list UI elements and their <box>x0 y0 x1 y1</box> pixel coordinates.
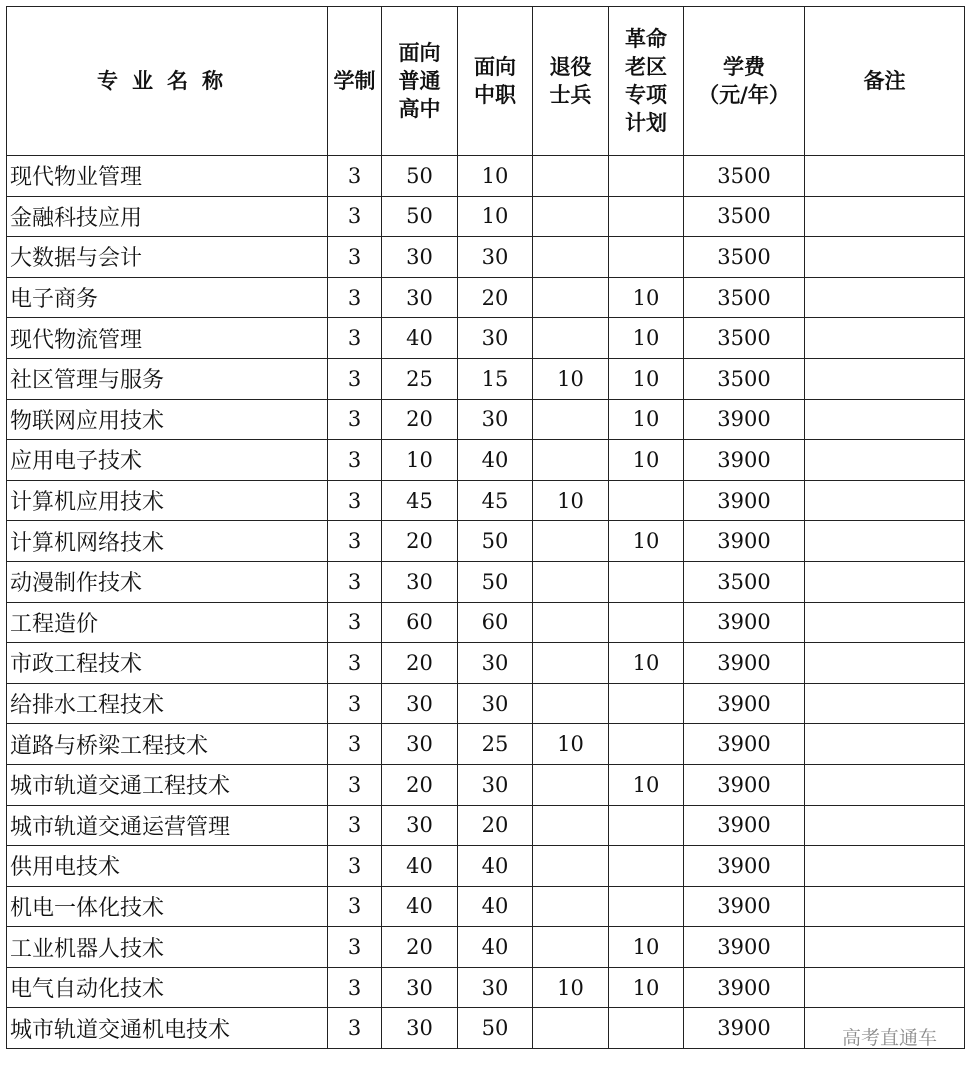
table-row <box>7 967 965 1008</box>
cell-revolutionary-area <box>609 805 684 846</box>
cell-duration: 3 <box>328 643 382 684</box>
header-general-highschool-line3: 高中 <box>398 97 441 121</box>
header-revolutionary-line2: 老区 <box>625 55 667 79</box>
cell-major-name: 计算机网络技术 <box>7 521 328 562</box>
header-revolutionary-line4: 计划 <box>625 111 667 135</box>
cell-vocational: 30 <box>458 399 533 440</box>
cell-vocational: 40 <box>458 440 533 481</box>
cell-tuition: 3900 <box>684 602 805 643</box>
cell-remarks <box>805 602 965 643</box>
table-row <box>7 156 965 197</box>
cell-major-name: 工业机器人技术 <box>7 927 328 968</box>
cell-tuition: 3900 <box>684 683 805 724</box>
cell-general-highschool: 60 <box>382 602 458 643</box>
cell-revolutionary-area <box>609 846 684 887</box>
cell-revolutionary-area: 10 <box>609 521 684 562</box>
cell-major-name: 城市轨道交通运营管理 <box>7 805 328 846</box>
cell-major-name: 道路与桥梁工程技术 <box>7 724 328 765</box>
cell-vocational: 30 <box>458 683 533 724</box>
table-body <box>7 156 965 1049</box>
cell-major-name: 城市轨道交通机电技术 <box>7 1008 328 1049</box>
cell-revolutionary-area <box>609 683 684 724</box>
cell-veterans: 10 <box>533 724 609 765</box>
cell-revolutionary-area <box>609 1008 684 1049</box>
table-row <box>7 683 965 724</box>
header-row <box>7 7 965 156</box>
cell-tuition: 3900 <box>684 399 805 440</box>
cell-general-highschool: 20 <box>382 643 458 684</box>
cell-veterans <box>533 156 609 197</box>
cell-general-highschool: 30 <box>382 724 458 765</box>
header-major-name: 专业名称 <box>7 7 328 156</box>
cell-revolutionary-area <box>609 196 684 237</box>
header-general-highschool-line1: 面向 <box>398 41 441 65</box>
cell-general-highschool: 30 <box>382 1008 458 1049</box>
cell-duration: 3 <box>328 561 382 602</box>
cell-revolutionary-area: 10 <box>609 643 684 684</box>
cell-revolutionary-area <box>609 724 684 765</box>
cell-remarks <box>805 643 965 684</box>
cell-revolutionary-area: 10 <box>609 967 684 1008</box>
cell-vocational: 30 <box>458 764 533 805</box>
cell-general-highschool: 40 <box>382 886 458 927</box>
table-row <box>7 1008 965 1049</box>
cell-tuition: 3500 <box>684 358 805 399</box>
cell-revolutionary-area <box>609 886 684 927</box>
cell-major-name: 机电一体化技术 <box>7 886 328 927</box>
cell-duration: 3 <box>328 805 382 846</box>
header-vocational <box>458 7 533 156</box>
cell-remarks <box>805 480 965 521</box>
cell-veterans <box>533 521 609 562</box>
header-tuition-line2: （元/年） <box>698 83 790 107</box>
cell-major-name: 计算机应用技术 <box>7 480 328 521</box>
cell-vocational: 15 <box>458 358 533 399</box>
header-vocational-line1: 面向 <box>474 55 516 79</box>
cell-vocational: 30 <box>458 237 533 278</box>
cell-veterans <box>533 927 609 968</box>
cell-veterans <box>533 318 609 359</box>
cell-duration: 3 <box>328 196 382 237</box>
cell-tuition: 3500 <box>684 156 805 197</box>
cell-remarks <box>805 967 965 1008</box>
cell-revolutionary-area <box>609 561 684 602</box>
cell-general-highschool: 30 <box>382 237 458 278</box>
cell-tuition: 3500 <box>684 237 805 278</box>
cell-veterans <box>533 846 609 887</box>
cell-major-name: 物联网应用技术 <box>7 399 328 440</box>
cell-tuition: 3900 <box>684 886 805 927</box>
cell-tuition: 3500 <box>684 196 805 237</box>
cell-remarks <box>805 805 965 846</box>
cell-vocational: 30 <box>458 967 533 1008</box>
cell-duration: 3 <box>328 724 382 765</box>
cell-general-highschool: 50 <box>382 156 458 197</box>
cell-revolutionary-area: 10 <box>609 318 684 359</box>
cell-remarks <box>805 521 965 562</box>
cell-remarks <box>805 724 965 765</box>
cell-duration: 3 <box>328 764 382 805</box>
header-tuition-line1: 学费 <box>723 55 765 79</box>
cell-vocational: 30 <box>458 318 533 359</box>
cell-major-name: 供用电技术 <box>7 846 328 887</box>
cell-general-highschool: 30 <box>382 683 458 724</box>
table-row <box>7 521 965 562</box>
table-row <box>7 764 965 805</box>
cell-tuition: 3900 <box>684 846 805 887</box>
cell-general-highschool: 40 <box>382 846 458 887</box>
cell-tuition: 3900 <box>684 643 805 684</box>
cell-veterans <box>533 399 609 440</box>
cell-remarks <box>805 886 965 927</box>
cell-revolutionary-area: 10 <box>609 440 684 481</box>
table-row <box>7 724 965 765</box>
cell-duration: 3 <box>328 318 382 359</box>
cell-vocational: 10 <box>458 156 533 197</box>
cell-general-highschool: 45 <box>382 480 458 521</box>
cell-duration: 3 <box>328 1008 382 1049</box>
cell-revolutionary-area <box>609 156 684 197</box>
table-row <box>7 846 965 887</box>
table-row <box>7 480 965 521</box>
cell-general-highschool: 20 <box>382 927 458 968</box>
cell-duration: 3 <box>328 846 382 887</box>
table-row <box>7 927 965 968</box>
cell-major-name: 大数据与会计 <box>7 237 328 278</box>
cell-veterans: 10 <box>533 358 609 399</box>
cell-major-name: 应用电子技术 <box>7 440 328 481</box>
cell-tuition: 3900 <box>684 1008 805 1049</box>
table-row <box>7 805 965 846</box>
cell-veterans: 10 <box>533 967 609 1008</box>
header-remarks: 备注 <box>805 7 965 156</box>
cell-general-highschool: 10 <box>382 440 458 481</box>
cell-revolutionary-area: 10 <box>609 764 684 805</box>
cell-duration: 3 <box>328 358 382 399</box>
cell-veterans <box>533 683 609 724</box>
cell-veterans <box>533 237 609 278</box>
cell-tuition: 3900 <box>684 521 805 562</box>
header-duration: 学制 <box>328 7 382 156</box>
cell-remarks <box>805 764 965 805</box>
cell-tuition: 3500 <box>684 277 805 318</box>
cell-vocational: 40 <box>458 846 533 887</box>
cell-duration: 3 <box>328 277 382 318</box>
cell-general-highschool: 30 <box>382 967 458 1008</box>
header-veterans <box>533 7 609 156</box>
cell-remarks <box>805 440 965 481</box>
cell-duration: 3 <box>328 683 382 724</box>
cell-vocational: 10 <box>458 196 533 237</box>
cell-major-name: 社区管理与服务 <box>7 358 328 399</box>
table-row <box>7 237 965 278</box>
cell-tuition: 3900 <box>684 440 805 481</box>
header-veterans-line2: 士兵 <box>549 83 592 107</box>
cell-veterans <box>533 805 609 846</box>
watermark: 高考直通车 <box>841 1027 937 1049</box>
cell-vocational: 50 <box>458 561 533 602</box>
table-row <box>7 196 965 237</box>
cell-tuition: 3900 <box>684 724 805 765</box>
cell-vocational: 60 <box>458 602 533 643</box>
cell-major-name: 工程造价 <box>7 602 328 643</box>
header-general-highschool <box>382 7 458 156</box>
cell-general-highschool: 20 <box>382 764 458 805</box>
cell-tuition: 3900 <box>684 927 805 968</box>
cell-major-name: 电气自动化技术 <box>7 967 328 1008</box>
cell-duration: 3 <box>328 927 382 968</box>
cell-vocational: 30 <box>458 643 533 684</box>
cell-vocational: 40 <box>458 927 533 968</box>
cell-remarks <box>805 318 965 359</box>
table-row <box>7 358 965 399</box>
header-vocational-line2: 中职 <box>474 83 516 107</box>
cell-veterans <box>533 196 609 237</box>
table-row <box>7 277 965 318</box>
table-row <box>7 643 965 684</box>
cell-major-name: 金融科技应用 <box>7 196 328 237</box>
cell-veterans <box>533 643 609 684</box>
cell-revolutionary-area: 10 <box>609 277 684 318</box>
table-row <box>7 561 965 602</box>
cell-general-highschool: 30 <box>382 805 458 846</box>
cell-revolutionary-area <box>609 237 684 278</box>
cell-remarks <box>805 277 965 318</box>
cell-general-highschool: 20 <box>382 521 458 562</box>
cell-major-name: 给排水工程技术 <box>7 683 328 724</box>
cell-major-name: 市政工程技术 <box>7 643 328 684</box>
table-row <box>7 886 965 927</box>
cell-veterans <box>533 561 609 602</box>
header-revolutionary-area <box>609 7 684 156</box>
cell-major-name: 电子商务 <box>7 277 328 318</box>
cell-veterans <box>533 440 609 481</box>
cell-revolutionary-area <box>609 602 684 643</box>
cell-veterans <box>533 277 609 318</box>
cell-vocational: 50 <box>458 521 533 562</box>
cell-vocational: 20 <box>458 277 533 318</box>
cell-tuition: 3500 <box>684 561 805 602</box>
cell-tuition: 3900 <box>684 764 805 805</box>
enrollment-table <box>6 6 965 1049</box>
table-row <box>7 602 965 643</box>
cell-tuition: 3900 <box>684 967 805 1008</box>
header-general-highschool-line2: 普通 <box>398 69 441 93</box>
cell-major-name: 动漫制作技术 <box>7 561 328 602</box>
cell-remarks <box>805 196 965 237</box>
cell-revolutionary-area: 10 <box>609 358 684 399</box>
cell-remarks <box>805 156 965 197</box>
cell-duration: 3 <box>328 399 382 440</box>
cell-veterans <box>533 1008 609 1049</box>
cell-revolutionary-area <box>609 480 684 521</box>
cell-duration: 3 <box>328 237 382 278</box>
cell-duration: 3 <box>328 440 382 481</box>
table-row <box>7 440 965 481</box>
cell-remarks <box>805 237 965 278</box>
cell-general-highschool: 25 <box>382 358 458 399</box>
cell-vocational: 20 <box>458 805 533 846</box>
cell-tuition: 3500 <box>684 318 805 359</box>
cell-major-name: 城市轨道交通工程技术 <box>7 764 328 805</box>
cell-remarks <box>805 683 965 724</box>
cell-vocational: 45 <box>458 480 533 521</box>
cell-vocational: 40 <box>458 886 533 927</box>
header-veterans-line1: 退役 <box>549 55 592 79</box>
cell-duration: 3 <box>328 886 382 927</box>
cell-duration: 3 <box>328 156 382 197</box>
cell-major-name: 现代物业管理 <box>7 156 328 197</box>
cell-duration: 3 <box>328 967 382 1008</box>
header-revolutionary-line3: 专项 <box>625 83 667 107</box>
cell-remarks <box>805 927 965 968</box>
cell-vocational: 25 <box>458 724 533 765</box>
cell-veterans <box>533 764 609 805</box>
header-tuition <box>684 7 805 156</box>
cell-general-highschool: 20 <box>382 399 458 440</box>
cell-general-highschool: 30 <box>382 561 458 602</box>
cell-duration: 3 <box>328 521 382 562</box>
table-row <box>7 399 965 440</box>
table-row <box>7 318 965 359</box>
cell-veterans: 10 <box>533 480 609 521</box>
cell-general-highschool: 30 <box>382 277 458 318</box>
cell-remarks <box>805 561 965 602</box>
cell-remarks <box>805 846 965 887</box>
cell-major-name: 现代物流管理 <box>7 318 328 359</box>
cell-general-highschool: 40 <box>382 318 458 359</box>
cell-remarks <box>805 399 965 440</box>
cell-remarks <box>805 358 965 399</box>
cell-tuition: 3900 <box>684 805 805 846</box>
cell-duration: 3 <box>328 602 382 643</box>
cell-general-highschool: 50 <box>382 196 458 237</box>
header-revolutionary-line1: 革命 <box>625 27 667 51</box>
cell-tuition: 3900 <box>684 480 805 521</box>
cell-veterans <box>533 886 609 927</box>
cell-vocational: 50 <box>458 1008 533 1049</box>
cell-duration: 3 <box>328 480 382 521</box>
cell-veterans <box>533 602 609 643</box>
cell-revolutionary-area: 10 <box>609 927 684 968</box>
cell-revolutionary-area: 10 <box>609 399 684 440</box>
